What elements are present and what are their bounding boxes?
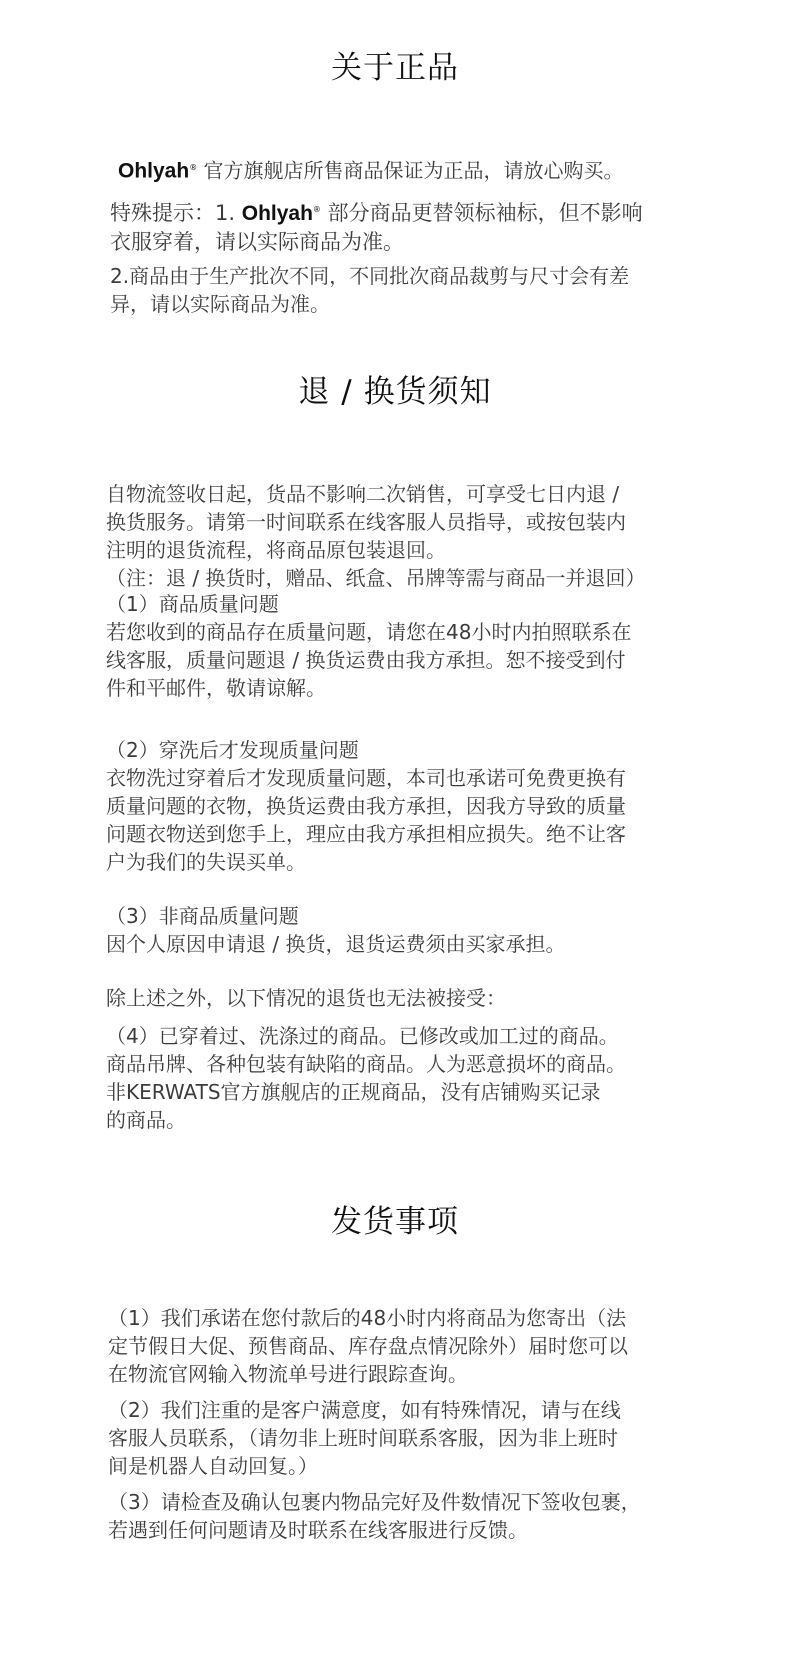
special-tip-1 <box>110 196 643 256</box>
authenticity-intro <box>118 154 624 186</box>
shipping-item-2 <box>108 1396 621 1480</box>
returns-item-2-heading: （2）穿洗后才发现质量问题 <box>106 738 359 762</box>
returns-intro-line: 换货服务。请第一时间联系在线客服人员指导，或按包装内 <box>106 510 626 534</box>
brand-name-inline: Ohlyah <box>241 202 313 225</box>
section-title-shipping: 发货事项 <box>331 1204 459 1240</box>
registered-mark-inline: ® <box>312 205 321 214</box>
shipping-item-1-line: 定节假日大促、预售商品、库存盘点情况除外）届时您可以 <box>108 1334 628 1358</box>
returns-item-3-heading: （3）非商品质量问题 <box>106 904 299 928</box>
returns-intro <box>106 480 645 592</box>
shipping-item-1 <box>108 1304 628 1388</box>
returns-item-3 <box>106 902 565 958</box>
returns-item-4-line: 商品吊牌、各种包装有缺陷的商品。人为恶意损坏的商品。 <box>106 1052 626 1076</box>
special-tip-prefix: 特殊提示：1. <box>110 201 236 225</box>
returns-item-4-line: 的商品。 <box>106 1108 186 1132</box>
returns-intro-line: 自物流签收日起，货品不影响二次销售，可享受七日内退 / <box>106 482 620 506</box>
shipping-item-1-line: （1）我们承诺在您付款后的48小时内将商品为您寄出（法 <box>108 1306 627 1330</box>
shipping-item-2-line: 间是机器人自动回复。） <box>108 1454 318 1478</box>
returns-item-2-line: 衣物洗过穿着后才发现质量问题，本司也承诺可免费更换有 <box>106 766 626 790</box>
returns-exception: 除上述之外，以下情况的退货也无法被接受： <box>106 986 506 1010</box>
returns-item-4 <box>106 1022 626 1134</box>
shipping-item-1-line: 在物流官网输入物流单号进行跟踪查询。 <box>108 1362 468 1386</box>
returns-item-2-line: 问题衣物送到您手上，理应由我方承担相应损失。绝不让客 <box>106 822 626 846</box>
returns-item-4-line: （4）已穿着过、洗涤过的商品。已修改或加工过的商品。 <box>106 1024 619 1048</box>
special-tip2-line2: 异，请以实际商品为准。 <box>110 292 330 316</box>
special-tip-line2: 衣服穿着，请以实际商品为准。 <box>110 230 404 254</box>
returns-item-1 <box>106 590 631 702</box>
returns-intro-line: 注明的退货流程，将商品原包装退回。 <box>106 538 446 562</box>
returns-intro-note: （注：退 / 换货时，赠品、纸盒、吊牌等需与商品一并退回） <box>106 566 646 590</box>
shipping-item-3 <box>108 1488 641 1544</box>
authenticity-intro-text: 官方旗舰店所售商品保证为正品，请放心购买。 <box>203 158 624 183</box>
section-title-returns: 退 / 换货须知 <box>298 374 492 410</box>
shipping-item-2-line: 客服人员联系，（请勿非上班时间联系客服，因为非上班时 <box>108 1426 618 1450</box>
registered-mark: ® <box>189 163 198 172</box>
shipping-item-3-line: 若遇到任何问题请及时联系在线客服进行反馈。 <box>108 1518 528 1542</box>
shipping-item-2-line: （2）我们注重的是客户满意度，如有特殊情况，请与在线 <box>108 1398 621 1422</box>
special-tip-2 <box>110 262 629 318</box>
returns-item-4-line: 非KERWATS官方旗舰店的正规商品，没有店铺购买记录 <box>106 1080 601 1104</box>
returns-item-1-line: 若您收到的商品存在质量问题，请您在48小时内拍照联系在 <box>106 620 632 644</box>
returns-item-1-line: 线客服，质量问题退 / 换货运费由我方承担。恕不接受到付 <box>106 648 626 672</box>
special-tip2-line1: 2.商品由于生产批次不同，不同批次商品裁剪与尺寸会有差 <box>110 264 630 288</box>
shipping-item-3-line: （3）请检查及确认包裹内物品完好及件数情况下签收包裹， <box>108 1490 641 1514</box>
returns-item-2-line: 质量问题的衣物，换货运费由我方承担，因我方导致的质量 <box>106 794 626 818</box>
section-title-authenticity: 关于正品 <box>331 50 459 86</box>
brand-name: Ohlyah <box>118 159 190 183</box>
returns-item-2 <box>106 736 626 876</box>
returns-item-2-line: 户为我们的失误买单。 <box>106 850 306 874</box>
returns-item-1-heading: （1）商品质量问题 <box>106 592 279 616</box>
returns-item-3-line: 因个人原因申请退 / 换货，退货运费须由买家承担。 <box>106 932 566 956</box>
returns-item-1-line: 件和平邮件，敬请谅解。 <box>106 676 326 700</box>
special-tip-text: 部分商品更替领标袖标，但不影响 <box>327 201 643 225</box>
